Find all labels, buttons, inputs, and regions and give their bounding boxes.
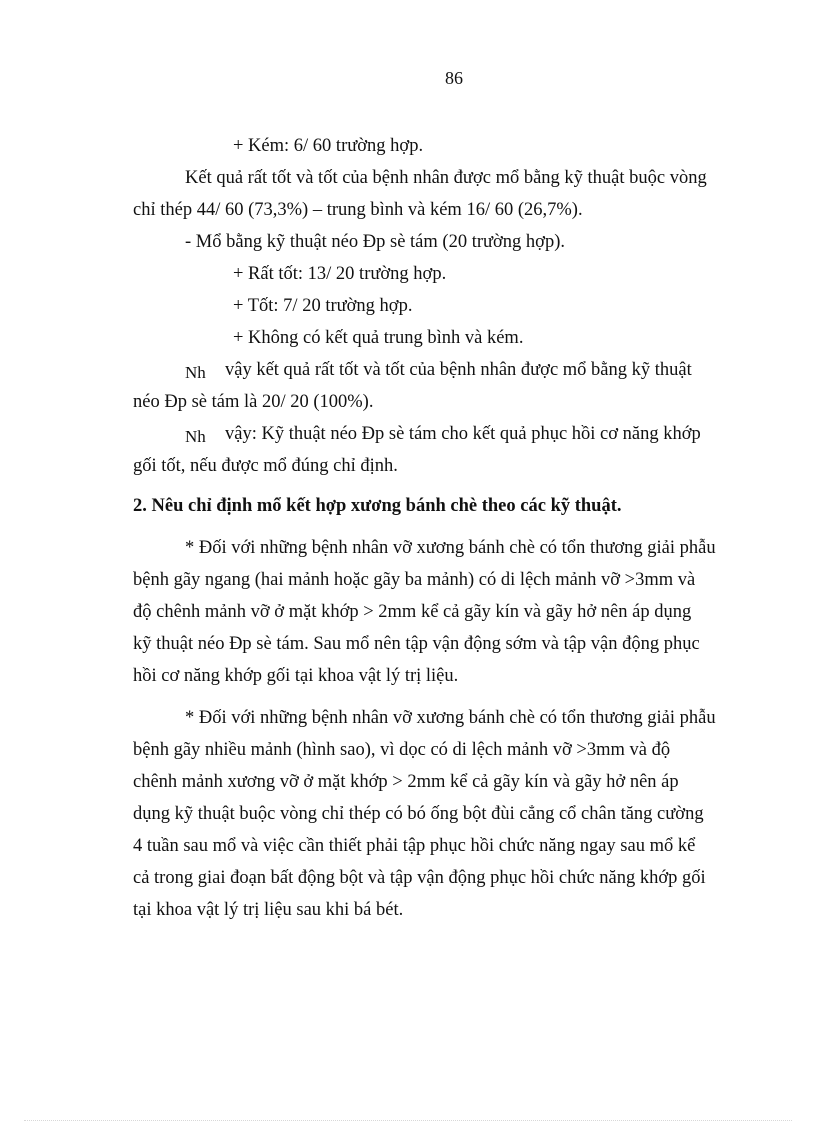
text-line: tại khoa vật lý trị liệu sau khi bá bét. [133, 900, 404, 920]
text-fragment: Nh [185, 427, 206, 446]
text-fragment: vậy: Kỹ thuật néo Đp sè tám cho kết quả phục hồi cơ năng khớp [225, 424, 701, 444]
text-line: * Đối với những bệnh nhân vỡ xương bánh chè có tổn thương giải phẫu [185, 708, 716, 728]
text-line: chỉ thép 44/ 60 (73,3%) – trung bình và kém 16/ 60 (26,7%). [133, 200, 583, 220]
text-line: - Mổ bằng kỹ thuật néo Đp sè tám (20 trường hợp). [185, 232, 565, 252]
text-line: + Không có kết quả trung bình và kém. [233, 328, 524, 348]
text-line: chênh mảnh xương vỡ ở mặt khớp > 2mm kể cả gãy kín và gãy hở nên áp [133, 772, 679, 792]
document-body [133, 130, 739, 926]
text-fragment: Nh [185, 363, 206, 382]
text-line [133, 354, 739, 386]
text-line: 4 tuần sau mổ và việc cần thiết phải tập phục hồi chức năng ngay sau mổ kể [133, 836, 696, 856]
text-line: + Kém: 6/ 60 trường hợp. [233, 136, 424, 156]
section-heading: 2. Nêu chỉ định mổ kết hợp xương bánh chè theo các kỹ thuật. [133, 496, 622, 516]
text-line: bệnh gãy nhiều mảnh (hình sao), vì dọc có di lệch mảnh vỡ >3mm và độ [133, 740, 671, 760]
text-fragment: vậy kết quả rất tốt và tốt của bệnh nhân được mổ bằng kỹ thuật [225, 360, 692, 380]
page-number: 86 [445, 68, 463, 88]
text-line: gối tốt, nếu được mổ đúng chỉ định. [133, 456, 398, 476]
text-line: độ chênh mảnh vỡ ở mặt khớp > 2mm kể cả gãy kín và gãy hở nên áp dụng [133, 602, 692, 622]
text-line: * Đối với những bệnh nhân vỡ xương bánh chè có tổn thương giải phẫu [185, 538, 716, 558]
text-line: bệnh gãy ngang (hai mảnh hoặc gãy ba mảnh) có di lệch mảnh vỡ >3mm và [133, 570, 696, 590]
text-line: kỹ thuật néo Đp sè tám. Sau mổ nên tập vận động sớm và tập vận động phục [133, 634, 700, 654]
text-line: Kết quả rất tốt và tốt của bệnh nhân được mổ bằng kỹ thuật buộc vòng [185, 168, 707, 188]
text-line [133, 418, 739, 450]
text-line: hồi cơ năng khớp gối tại khoa vật lý trị liệu. [133, 666, 459, 686]
text-line: néo Đp sè tám là 20/ 20 (100%). [133, 392, 374, 412]
text-line: dụng kỹ thuật buộc vòng chỉ thép có bó ống bột đùi cẳng cổ chân tăng cường [133, 804, 704, 824]
text-line: + Rất tốt: 13/ 20 trường hợp. [233, 264, 447, 284]
text-line: + Tốt: 7/ 20 trường hợp. [233, 296, 413, 316]
text-line: cả trong giai đoạn bất động bột và tập vận động phục hồi chức năng khớp gối [133, 868, 706, 888]
page-bottom-rule [24, 1120, 792, 1121]
